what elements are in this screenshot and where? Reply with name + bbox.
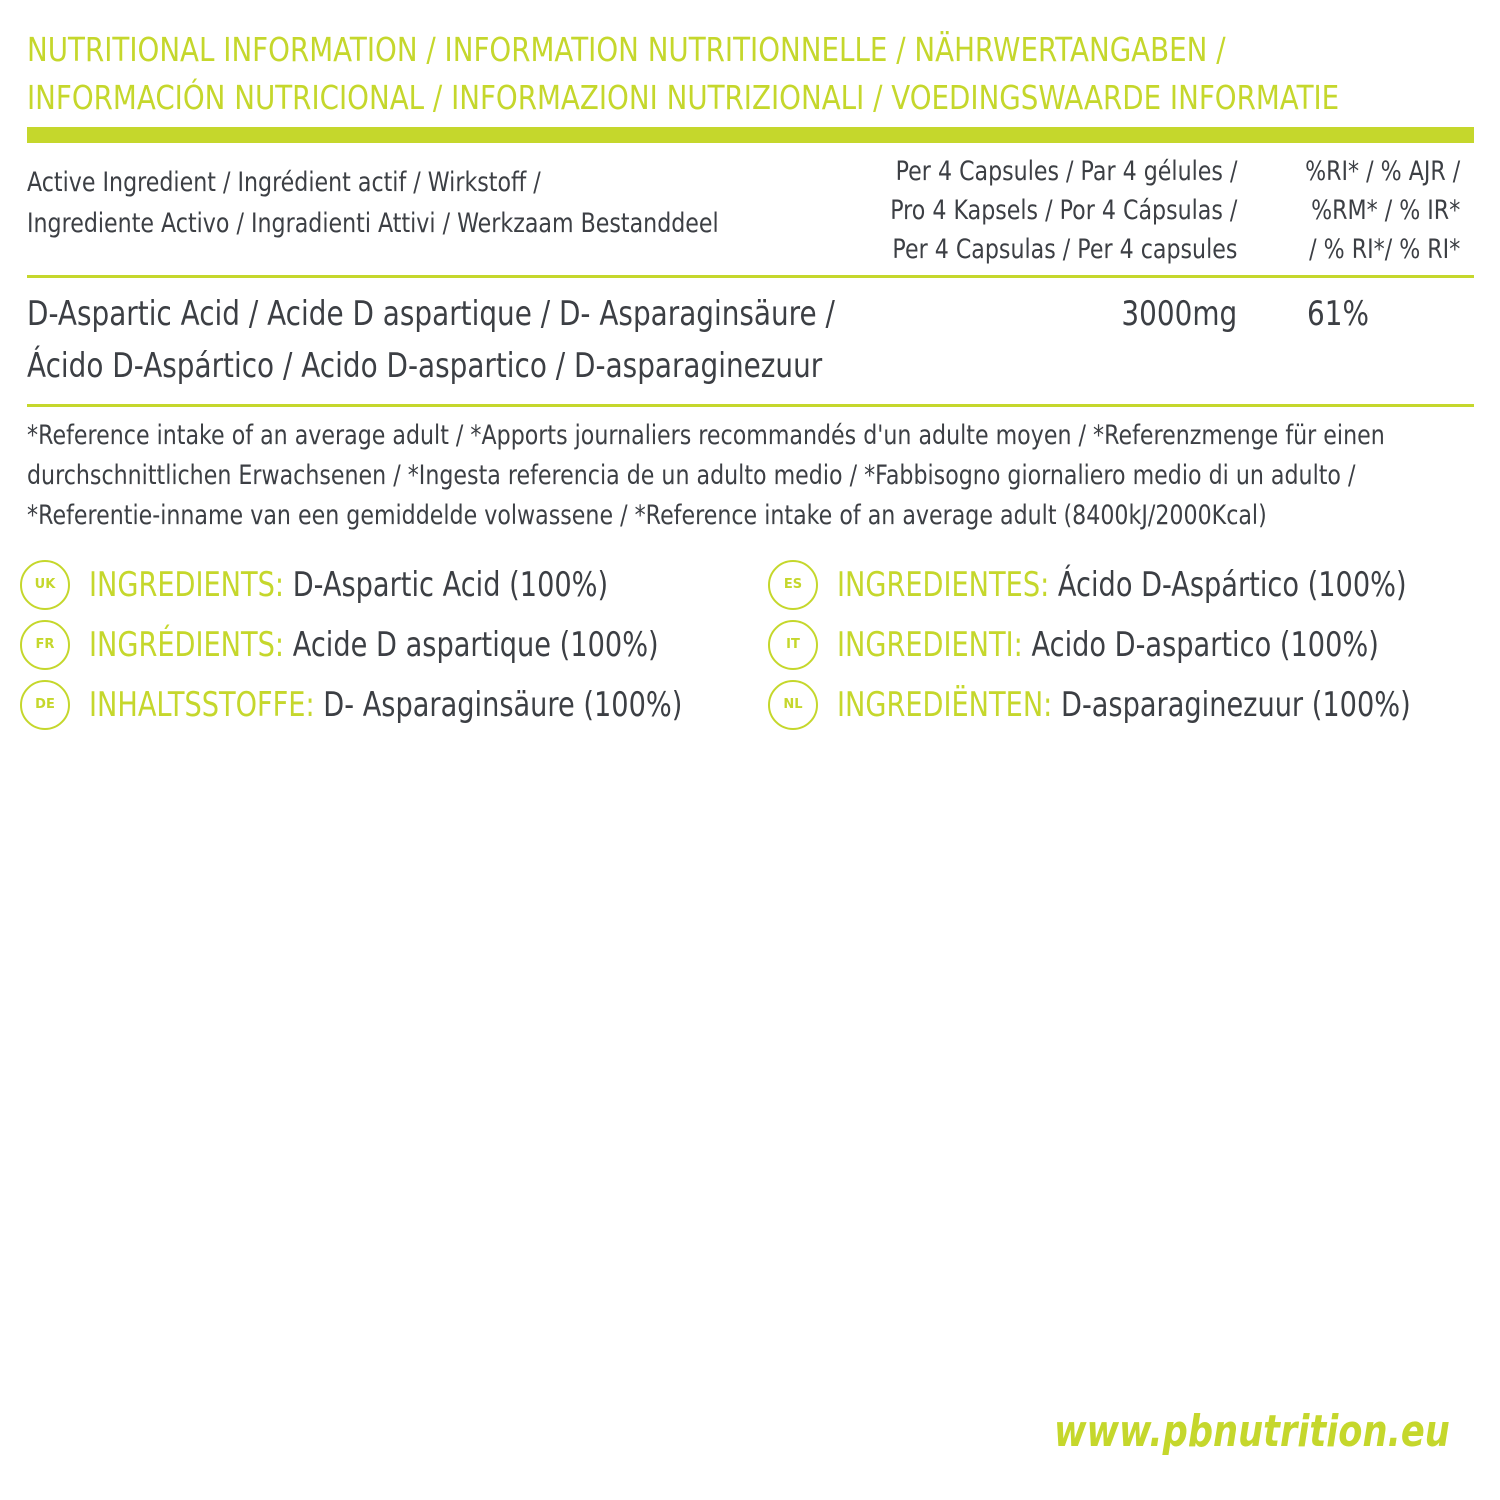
column-header-ingredient-line: Active Ingredient / Ingrédient actif / Wirkstoff /	[27, 167, 541, 198]
column-header-ri	[1305, 152, 1460, 269]
table-row-ri: 61%	[1307, 294, 1369, 334]
table-divider-bottom	[27, 404, 1474, 407]
header-divider-thick	[27, 127, 1474, 143]
ingredient-label: INGREDIENTI:	[837, 625, 1023, 665]
ingredient-value: Acido D-aspartico (100%)	[1022, 625, 1379, 665]
ingredient-name-line: Ácido D-Aspártico / Acido D-aspartico / D-asparaginezuur	[27, 346, 823, 386]
footnote	[27, 416, 1385, 536]
ingredient-text	[89, 682, 682, 728]
ingredient-value: D- Asparaginsäure (100%)	[314, 685, 683, 725]
ingredient-value: D-asparaginezuur (100%)	[1052, 685, 1411, 725]
language-badge-es: ES	[768, 560, 818, 610]
ingredient-value: D-Aspartic Acid (100%)	[284, 565, 609, 605]
ingredient-value: Acide D aspartique (100%)	[284, 625, 659, 665]
footnote-line: durchschnittlichen Erwachsenen / *Ingesta referencia de un adulto medio / *Fabbisogno giornaliero medio di un adulto /	[27, 460, 1356, 491]
language-badge-fr: FR	[20, 620, 70, 670]
footnote-line: *Reference intake of an average adult / *Apports journaliers recommandés d'un adulte moyen / *Referenzmenge für einen	[27, 420, 1385, 451]
column-header-ri-line: / % RI*/ % RI*	[1308, 234, 1460, 265]
table-row-amount: 3000mg	[1121, 294, 1237, 334]
ingredient-label: INGREDIENTES:	[837, 565, 1050, 605]
ingredient-name-line: D-Aspartic Acid / Acide D aspartique / D- Asparaginsäure /	[27, 294, 835, 334]
ingredient-text	[837, 682, 1411, 728]
column-header-ingredient	[27, 162, 719, 244]
website-url: www.pbnutrition.eu	[1054, 1406, 1450, 1457]
table-row-ingredient-name	[27, 288, 835, 392]
ingredient-text	[89, 622, 659, 668]
column-header-ri-line: %RM* / % IR*	[1310, 195, 1460, 226]
column-header-ri-line: %RI* / % AJR /	[1304, 156, 1460, 187]
ingredient-label: INGREDIENTS:	[89, 565, 285, 605]
ingredient-label: INHALTSSTOFFE:	[89, 685, 315, 725]
table-divider	[27, 275, 1474, 278]
column-header-per-serving-line: Pro 4 Kapsels / Por 4 Cápsulas /	[889, 195, 1237, 226]
ingredient-text	[837, 622, 1379, 668]
ingredient-text	[837, 562, 1407, 608]
ingredient-label: INGRÉDIENTS:	[89, 625, 285, 665]
language-badge-it: IT	[768, 620, 818, 670]
ingredient-value: Ácido D-Aspártico (100%)	[1049, 565, 1407, 605]
page-title	[27, 26, 1340, 122]
language-badge-de: DE	[20, 680, 70, 730]
ingredient-label: INGREDIËNTEN:	[837, 685, 1053, 725]
ingredient-text	[89, 562, 608, 608]
column-header-per-serving-line: Per 4 Capsulas / Per 4 capsules	[891, 234, 1237, 265]
column-header-ingredient-line: Ingrediente Activo / Ingradienti Attivi / Werkzaam Bestanddeel	[27, 208, 719, 239]
column-header-per-serving	[890, 152, 1237, 269]
language-badge-nl: NL	[768, 680, 818, 730]
footnote-line: *Referentie-inname van een gemiddelde volwassene / *Reference intake of an average adult (8400kJ/2000Kcal)	[27, 500, 1267, 531]
language-badge-uk: UK	[20, 560, 70, 610]
title-line-2: INFORMACIÓN NUTRICIONAL / INFORMAZIONI NUTRIZIONALI / VOEDINGSWAARDE INFORMATIE	[27, 78, 1340, 117]
column-header-per-serving-line: Per 4 Capsules / Par 4 gélules /	[895, 156, 1237, 187]
title-line-1: NUTRITIONAL INFORMATION / INFORMATION NUTRITIONNELLE / NÄHRWERTANGABEN /	[27, 30, 1226, 69]
